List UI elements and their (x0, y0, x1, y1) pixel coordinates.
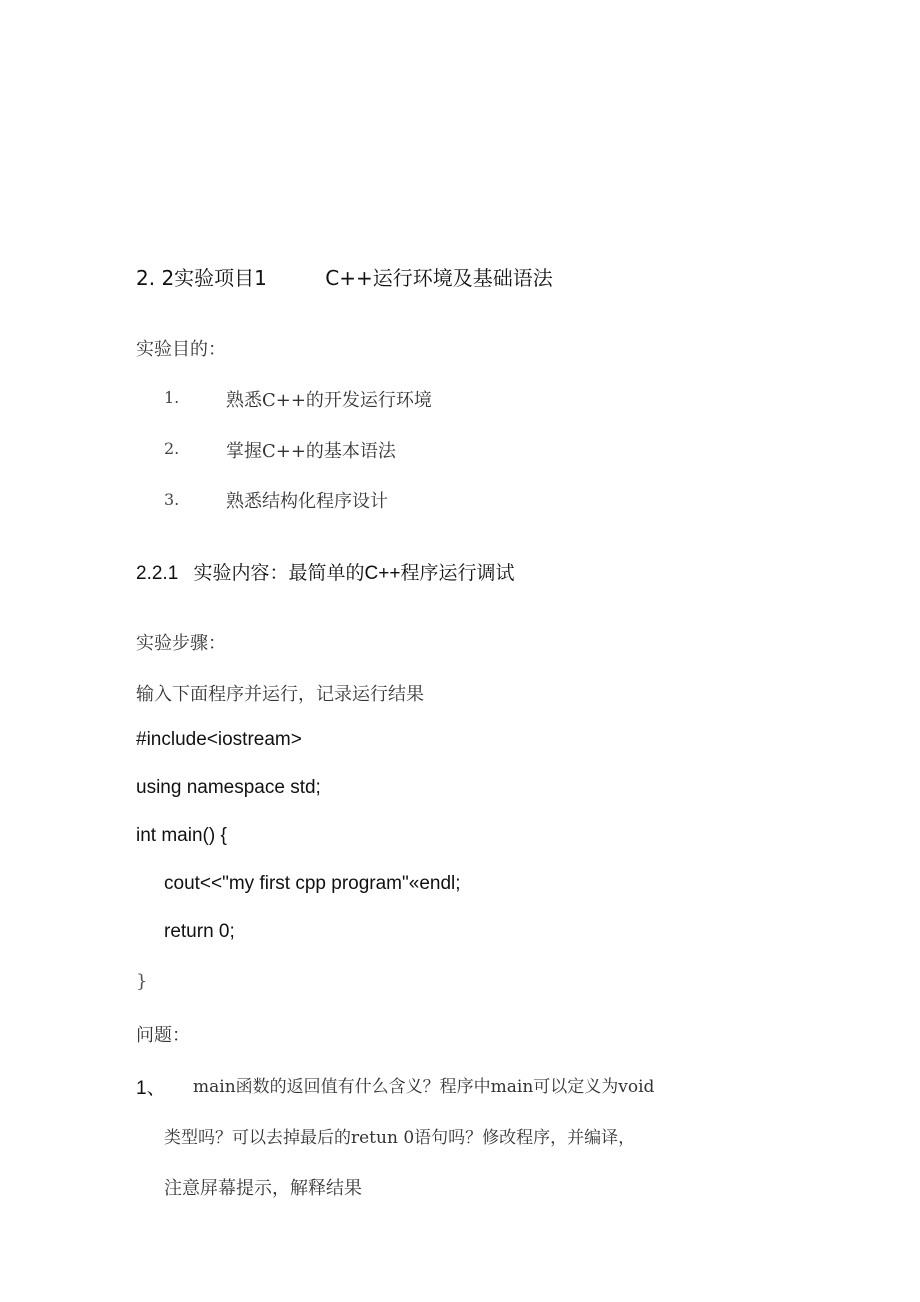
purpose-label: 实验目的： (136, 339, 226, 360)
section-title: C++运行环境及基础语法 (325, 266, 553, 290)
purpose-item-1-text: 熟悉C++的开发运行环境 (226, 390, 432, 411)
code-line-2: using namespace std; (136, 777, 321, 798)
code-line-3: int main() { (136, 825, 227, 846)
question-1-number: 1、 (136, 1078, 166, 1099)
purpose-item-1-num: 1. (164, 388, 180, 407)
code-line-1: #include<iostream> (136, 729, 302, 750)
subsection-title: 实验内容：最简单的C++程序运行调试 (193, 563, 515, 584)
question-1-line-2: 类型吗？可以去掉最后的retun 0语句吗？修改程序，并编译， (164, 1128, 636, 1148)
steps-instruction: 输入下面程序并运行，记录运行结果 (136, 684, 424, 705)
subsection-heading (136, 558, 514, 585)
subsection-number: 2.2.1 (136, 563, 179, 584)
code-line-6: } (136, 971, 148, 992)
purpose-item-3-text: 熟悉结构化程序设计 (226, 491, 388, 512)
section-number: 2. 2实验项目1 (136, 266, 267, 290)
purpose-item-2-num: 2. (164, 439, 180, 458)
purpose-item-2-text: 掌握C++的基本语法 (226, 441, 396, 462)
section-heading (136, 262, 553, 291)
code-line-4: cout<<"my first cpp program"«endl; (164, 873, 461, 894)
steps-label: 实验步骤： (136, 633, 226, 654)
code-line-5: return 0; (164, 921, 235, 942)
question-1-line-1: main函数的返回值有什么含义？程序中main可以定义为void (193, 1077, 655, 1097)
question-1-line-3: 注意屏幕提示，解释结果 (164, 1178, 362, 1199)
questions-label: 问题： (136, 1025, 190, 1046)
purpose-item-3-num: 3. (164, 490, 180, 509)
